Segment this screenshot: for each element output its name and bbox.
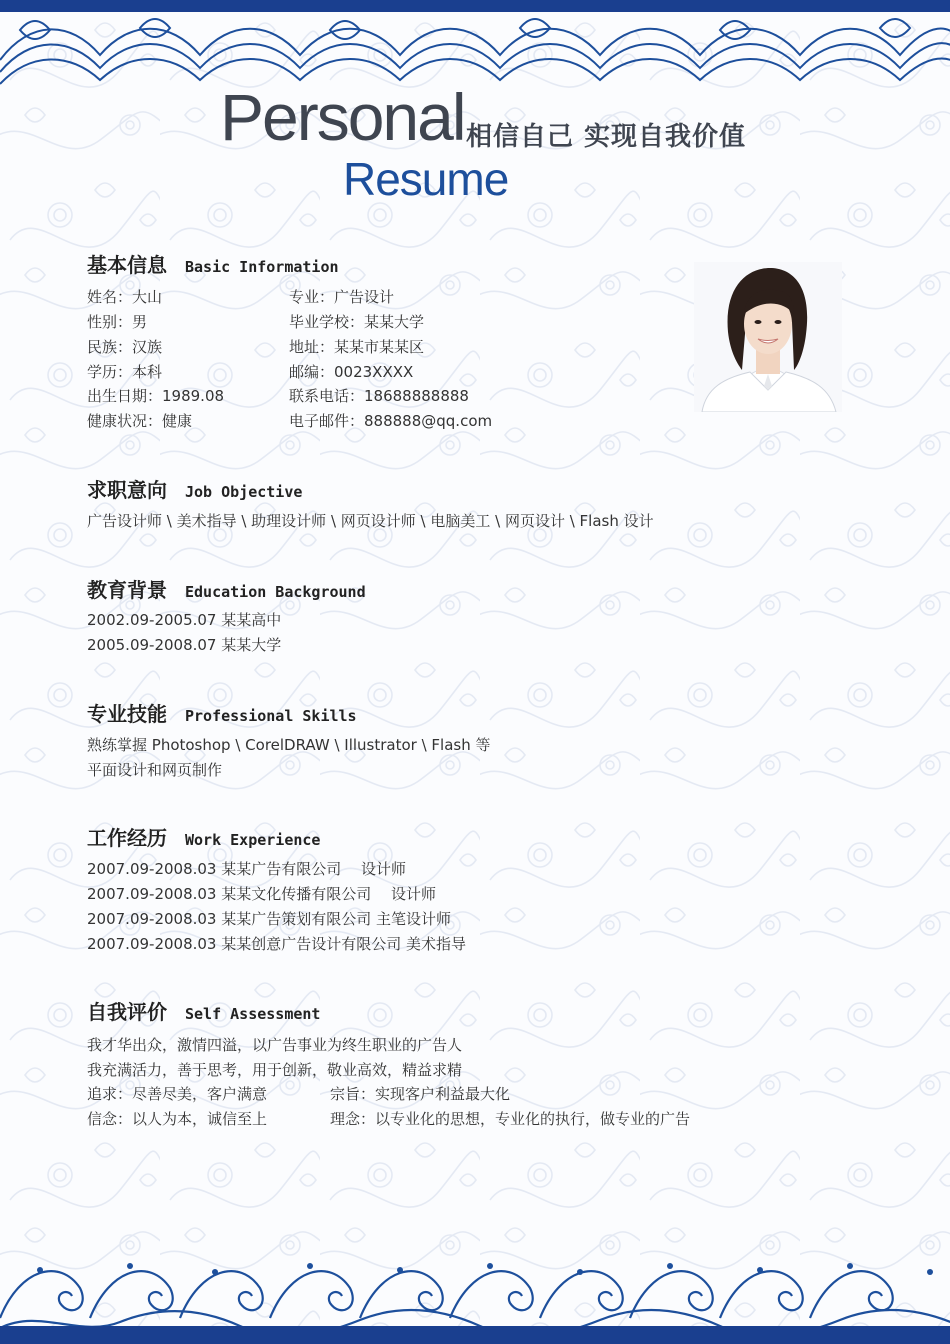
work-item: 2007.09-2008.03 某某创意广告设计有限公司 美术指导: [87, 935, 467, 953]
section-skills-header: [87, 698, 357, 727]
section-title-en: Professional Skills: [185, 707, 357, 725]
section-title-en: Work Experience: [185, 831, 321, 849]
section-basic-header: [87, 249, 339, 278]
top-wave-border: [0, 0, 950, 100]
info-email: 电子邮件：888888@qq.com: [289, 412, 493, 430]
self-philosophy: 理念：以专业化的思想，专业化的执行，做专业的广告: [330, 1110, 691, 1128]
job-objective-text: 广告设计师 \ 美术指导 \ 助理设计师 \ 网页设计师 \ 电脑美工 \ 网页设计 \ Flash 设计: [87, 512, 654, 530]
section-title-en: Self Assessment: [185, 1005, 321, 1023]
section-title-cn: 自我评价: [87, 1000, 167, 1024]
section-title-cn: 教育背景: [87, 578, 167, 602]
section-title-en: Education Background: [185, 583, 366, 601]
section-title-en: Basic Information: [185, 258, 339, 276]
section-work-header: [87, 822, 320, 851]
profile-photo: [694, 262, 842, 412]
info-ethnicity: 民族：汉族: [87, 338, 163, 356]
info-gender: 性别：男: [87, 313, 148, 331]
section-title-cn: 基本信息: [87, 253, 167, 277]
section-education-header: [87, 574, 366, 603]
info-school: 毕业学校：某某大学: [289, 313, 425, 331]
info-education: 学历：本科: [87, 363, 163, 381]
section-title-cn: 工作经历: [87, 826, 167, 850]
skill-item: 熟练掌握 Photoshop \ CorelDRAW \ Illustrator \ Flash 等: [87, 736, 491, 754]
info-birthdate: 出生日期：1989.08: [87, 387, 225, 405]
section-title-cn: 专业技能: [87, 702, 167, 726]
self-line: 我才华出众，激情四溢，以广告事业为终生职业的广告人: [87, 1036, 463, 1054]
info-address: 地址：某某市某某区: [289, 338, 425, 356]
section-title-en: Job Objective: [185, 483, 303, 501]
work-item: 2007.09-2008.03 某某广告策划有限公司 主笔设计师: [87, 910, 452, 928]
self-line: 我充满活力，善于思考，用于创新，敬业高效，精益求精: [87, 1061, 463, 1079]
section-self-header: [87, 996, 320, 1025]
work-item: 2007.09-2008.03 某某广告有限公司 设计师: [87, 860, 407, 878]
work-item: 2007.09-2008.03 某某文化传播有限公司 设计师: [87, 885, 437, 903]
section-title-cn: 求职意向: [87, 478, 167, 502]
info-major: 专业：广告设计: [289, 288, 395, 306]
info-name: 姓名：大山: [87, 288, 163, 306]
info-postcode: 邮编：0023XXXX: [289, 363, 414, 381]
self-tenet: 宗旨：实现客户利益最大化: [330, 1085, 511, 1103]
education-item: 2002.09-2005.07 某某高中: [87, 611, 282, 629]
title-personal: Personal: [220, 80, 465, 154]
title-resume: Resume: [343, 153, 509, 205]
info-health: 健康状况：健康: [87, 412, 193, 430]
info-phone: 联系电话：18688888888: [289, 387, 469, 405]
slogan: 相信自己 实现自我价值: [466, 122, 747, 152]
skill-item: 平面设计和网页制作: [87, 761, 223, 779]
section-job-header: [87, 474, 302, 503]
education-item: 2005.09-2008.07 某某大学: [87, 636, 282, 654]
self-belief: 信念：以人为本，诚信至上: [87, 1110, 268, 1128]
self-pursuit: 追求：尽善尽美，客户满意: [87, 1085, 268, 1103]
bottom-wave-border: [0, 1248, 950, 1344]
